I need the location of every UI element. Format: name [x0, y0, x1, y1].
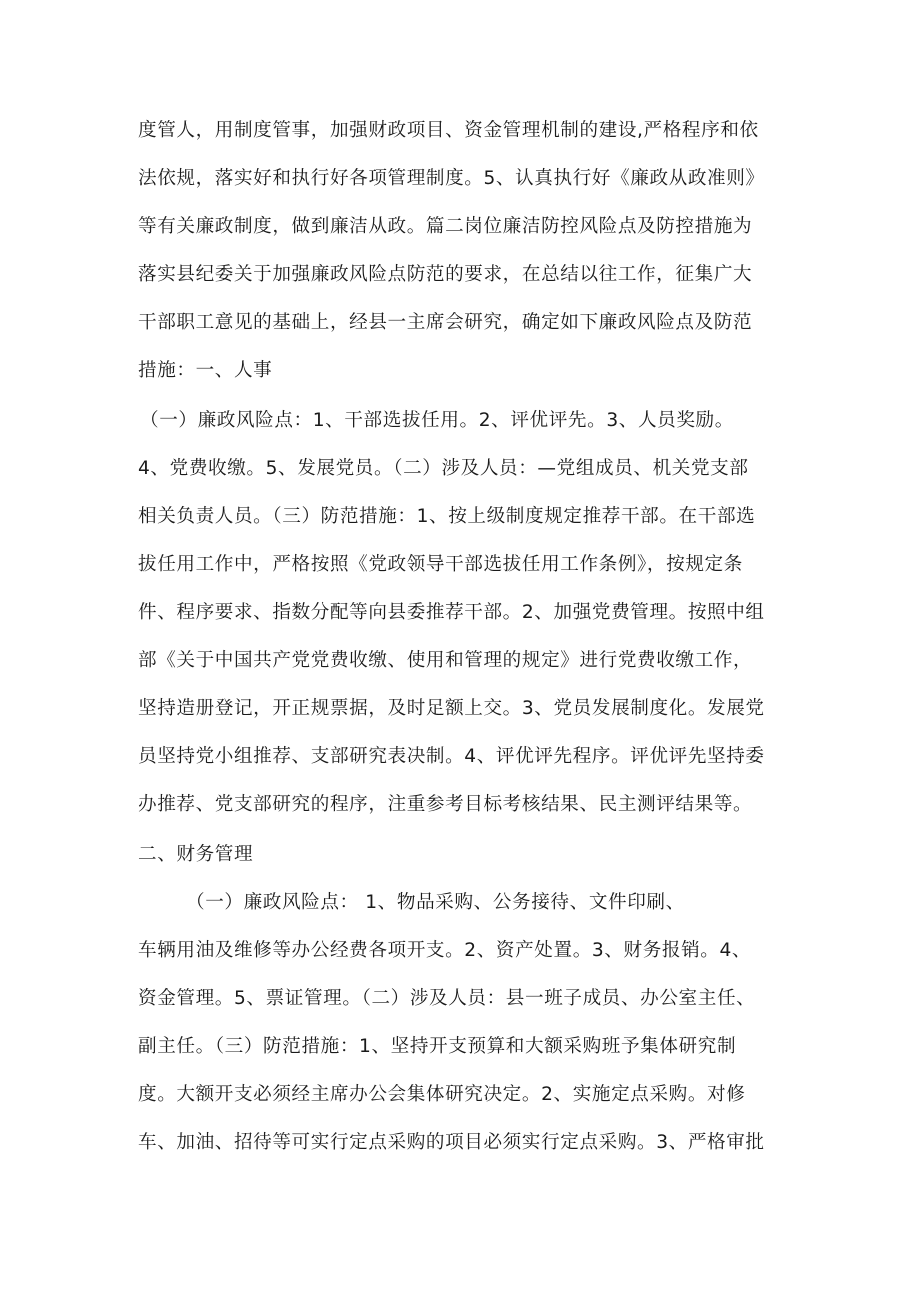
text-line: 法依规，落实好和执行好各项管理制度。5、认真执行好《廉政从政准则》 [138, 168, 765, 189]
text-line: 资金管理。5、票证管理。（二）涉及人员：县一班子成员、办公室主任、 [138, 988, 756, 1009]
text-line: 车、加油、招待等可实行定点采购的项目必须实行定点采购。3、严格审批 [138, 1132, 765, 1153]
section-heading: 二、财务管理 [138, 844, 254, 865]
text-line: （一）廉政风险点： 1、物品采购、公务接待、文件印刷、 [186, 892, 685, 913]
text-line: 件、程序要求、指数分配等向县委推荐干部。2、加强党费管理。按照中组 [138, 602, 765, 623]
text-line: 车辆用油及维修等办公经费各项开支。2、资产处置。3、财务报销。4、 [138, 940, 752, 961]
text-line: 等有关廉政制度，做到廉洁从政。篇二岗位廉洁防控风险点及防控措施为 [138, 216, 753, 237]
text-line: 干部职工意见的基础上，经县一主席会研究，确定如下廉政风险点及防范 [138, 312, 753, 333]
section-heading: 措施：一、人事 [138, 360, 273, 381]
text-line: 部《关于中国共产党党费收缴、使用和管理的规定》进行党费收缴工作， [138, 650, 753, 671]
text-line: 拔任用工作中，严格按照《党政领导干部选拔任用工作条例》，按规定条 [138, 554, 743, 575]
text-line: 度。大额开支必须经主席办公会集体研究决定。2、实施定点采购。对修 [138, 1084, 746, 1105]
text-line: （一）廉政风险点：1、干部选拔任用。2、评优评先。3、人员奖励。 [140, 410, 734, 431]
text-line: 相关负责人员。（三）防范措施：1、按上级制度规定推荐干部。在干部选 [138, 506, 756, 527]
text-line: 员坚持党小组推荐、支部研究表决制。4、评优评先程序。评优评先坚持委 [138, 746, 765, 767]
text-line: 副主任。（三）防范措施：1、坚持开支预算和大额采购班予集体研究制 [138, 1036, 737, 1057]
text-line: 4、党费收缴。5、发展党员。（二）涉及人员：—党组成员、机关党支部 [138, 458, 749, 479]
text-line: 办推荐、党支部研究的程序，注重参考目标考核结果、民主测评结果等。 [138, 794, 753, 815]
text-line: 度管人，用制度管事，加强财政项目、资金管理机制的建设,严格程序和依 [138, 120, 759, 141]
text-line: 坚持造册登记，开正规票据，及时足额上交。3、党员发展制度化。发展党 [138, 698, 765, 719]
text-line: 落实县纪委关于加强廉政风险点防范的要求，在总结以往工作，征集广大 [138, 264, 753, 285]
